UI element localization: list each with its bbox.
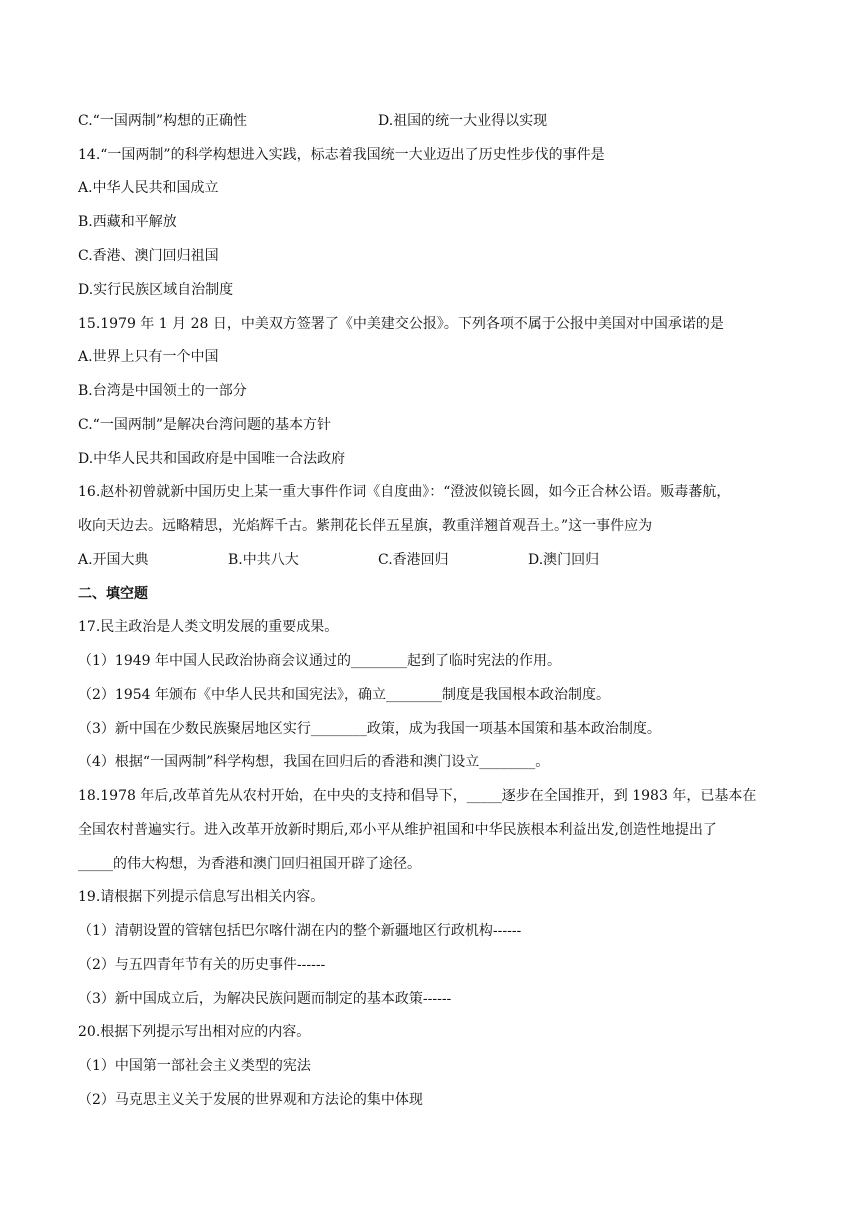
q19-part3: （3）新中国成立后，为解决民族问题而制定的基本政策------ xyxy=(78,991,452,1007)
q19-stem: 19.请根据下列提示信息写出相关内容。 xyxy=(78,889,325,905)
q17-stem: 17.民主政治是人类文明发展的重要成果。 xyxy=(78,619,339,635)
q16-option-a: A.开国大典 xyxy=(78,552,149,568)
section-heading: 二、填空题 xyxy=(78,586,148,602)
q17-part3: （3）新中国在少数民族聚居地区实行________政策，成为我国一项基本国策和基本政治制度。 xyxy=(78,721,661,737)
q16-option-d: D.澳门回归 xyxy=(528,552,600,568)
q14-option-a: A.中华人民共和国成立 xyxy=(78,180,219,196)
q18-line3: _____的伟大构想，为香港和澳门回归祖国开辟了途径。 xyxy=(78,856,421,872)
q13-option-c: C.“一国两制”构想的正确性 xyxy=(78,113,247,129)
q20-part1: （1）中国第一部社会主义类型的宪法 xyxy=(78,1058,311,1074)
q15-option-a: A.世界上只有一个中国 xyxy=(78,349,219,365)
q15-stem: 15.1979 年 1 月 28 日，中美双方签署了《中美建交公报》。下列各项不属于公报中美国对中国承诺的是 xyxy=(78,316,724,332)
q16-option-b: B.中共八大 xyxy=(228,552,299,568)
q20-stem: 20.根据下列提示写出相对应的内容。 xyxy=(78,1024,311,1040)
q18-line2: 全国农村普遍实行。进入改革开放新时期后,邓小平从维护祖国和中华民族根本利益出发,创造性地提出了 xyxy=(78,822,717,838)
q16-options-row xyxy=(78,550,778,570)
q15-option-d: D.中华人民共和国政府是中国唯一合法政府 xyxy=(78,451,346,467)
q16-stem-line2: 收向天边去。远略精思，光焰辉千古。紫荆花长伴五星旗，教重洋翘首观吾土。”这一事件应为 xyxy=(78,518,653,534)
q17-part4: （4）根据“一国两制”科学构想，我国在回归后的香港和澳门设立________。 xyxy=(78,754,550,770)
q19-part2: （2）与五四青年节有关的历史事件------ xyxy=(78,957,326,973)
q20-part2: （2）马克思主义关于发展的世界观和方法论的集中体现 xyxy=(78,1092,423,1108)
q14-option-c: C.香港、澳门回归祖国 xyxy=(78,248,219,264)
q14-option-d: D.实行民族区域自治制度 xyxy=(78,282,234,298)
q13-options-row xyxy=(78,111,778,131)
q19-part1: （1）清朝设置的管辖包括巴尔喀什湖在内的整个新疆地区行政机构------ xyxy=(78,923,522,939)
q16-stem-line1: 16.赵朴初曾就新中国历史上某一重大事件作词《自度曲》：“澄波似镜长圆，如今正合林公语。贩毒蕃航， xyxy=(78,484,731,500)
q15-option-c: C.“一国两制”是解决台湾问题的基本方针 xyxy=(78,417,331,433)
q17-part1: （1）1949 年中国人民政治协商会议通过的________起到了临时宪法的作用。 xyxy=(78,653,561,669)
q14-option-b: B.西藏和平解放 xyxy=(78,214,177,230)
q13-option-d: D.祖国的统一大业得以实现 xyxy=(378,113,548,129)
q16-option-c: C.香港回归 xyxy=(378,552,449,568)
q18-line1: 18.1978 年后,改革首先从农村开始，在中央的支持和倡导下，_____逐步在全国推开，到 1983 年，已基本在 xyxy=(78,788,757,804)
q15-option-b: B.台湾是中国领土的一部分 xyxy=(78,383,247,399)
q14-stem: 14.“一国两制”的科学构想进入实践，标志着我国统一大业迈出了历史性步伐的事件是 xyxy=(78,147,605,163)
q17-part2: （2）1954 年颁布《中华人民共和国宪法》，确立________制度是我国根本政治制度。 xyxy=(78,687,610,703)
